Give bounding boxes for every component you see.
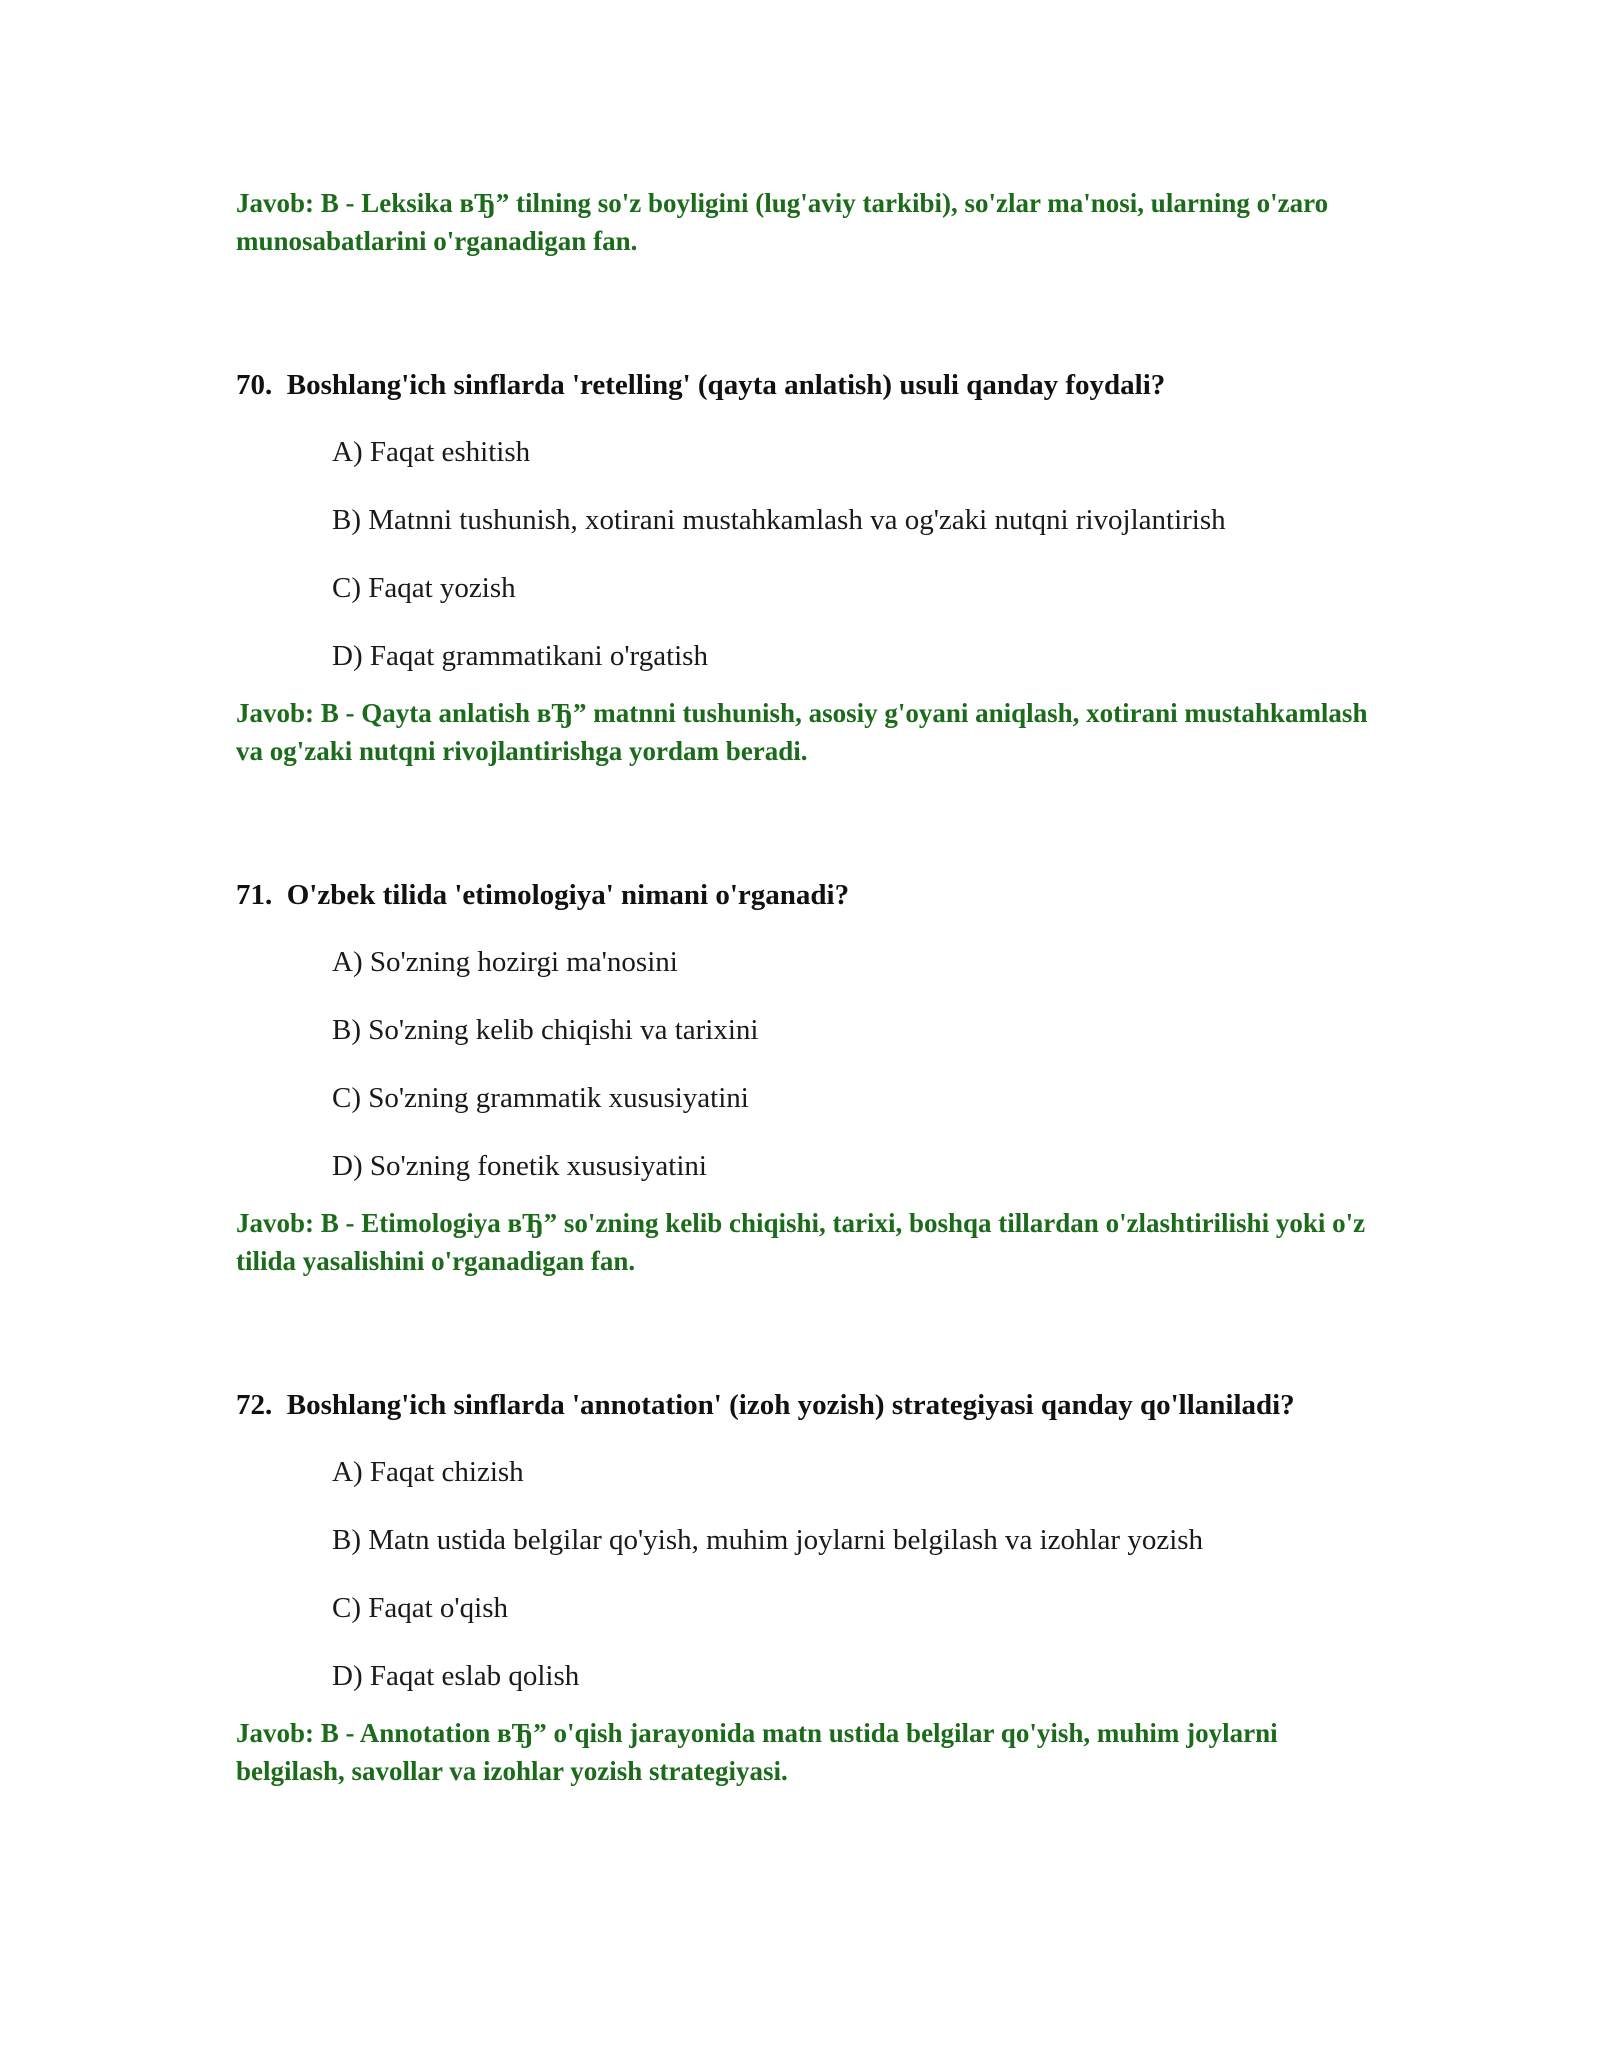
answer-72: Javob: B - Annotation вЂ” o'qish jarayonida matn ustida belgilar qo'yish, muhim joylarni belgilash, savollar va izohlar yozish strategiyasi. [236, 1718, 1278, 1786]
option-c: C) Faqat yozish [332, 572, 516, 604]
answer-71: Javob: B - Etimologiya вЂ” so'zning kelib chiqishi, tarixi, boshqa tillardan o'zlashtirilishi yoki o'z tilida yasalishini o'rganadigan fan. [236, 1208, 1366, 1276]
question-title-70: 70. Boshlang'ich sinflarda 'retelling' (qayta anlatish) usuli qanday foydali? [236, 369, 1166, 401]
option-b: B) Matnni tushunish, xotirani mustahkamlash va og'zaki nutqni rivojlantirish [332, 504, 1226, 536]
option-a: A) So'zning hozirgi ma'nosini [332, 946, 678, 978]
answer-69: Javob: B - Leksika вЂ” tilning so'z boyligini (lug'aviy tarkibi), so'zlar ma'nosi, ularning o'zaro munosabatlarini o'rganadigan fan. [236, 188, 1329, 256]
question-title-71: 71. O'zbek tilida 'etimologiya' nimani o'rganadi? [236, 879, 850, 911]
option-d: D) So'zning fonetik xususiyatini [332, 1150, 707, 1182]
option-d: D) Faqat grammatikani o'rgatish [332, 640, 708, 672]
question-title-72: 72. Boshlang'ich sinflarda 'annotation' (izoh yozish) strategiyasi qanday qo'llaniladi? [236, 1389, 1295, 1421]
option-c: C) Faqat o'qish [332, 1592, 508, 1624]
options-list-72 [332, 1452, 1386, 1696]
document-page [236, 184, 1386, 1790]
option-a: A) Faqat eshitish [332, 436, 531, 468]
options-list-71 [332, 942, 1386, 1186]
option-b: B) Matn ustida belgilar qo'yish, muhim joylarni belgilash va izohlar yozish [332, 1524, 1204, 1556]
question-block-71 [236, 874, 1386, 1280]
option-b: B) So'zning kelib chiqishi va tarixini [332, 1014, 759, 1046]
option-c: C) So'zning grammatik xususiyatini [332, 1082, 749, 1114]
options-list-70 [332, 432, 1386, 676]
question-block-72 [236, 1384, 1386, 1790]
question-block-70 [236, 364, 1386, 770]
option-d: D) Faqat eslab qolish [332, 1660, 580, 1692]
answer-70: Javob: B - Qayta anlatish вЂ” matnni tushunish, asosiy g'oyani aniqlash, xotirani mustahkamlash va og'zaki nutqni rivojlantirishga yordam beradi. [236, 698, 1368, 766]
option-a: A) Faqat chizish [332, 1456, 524, 1488]
